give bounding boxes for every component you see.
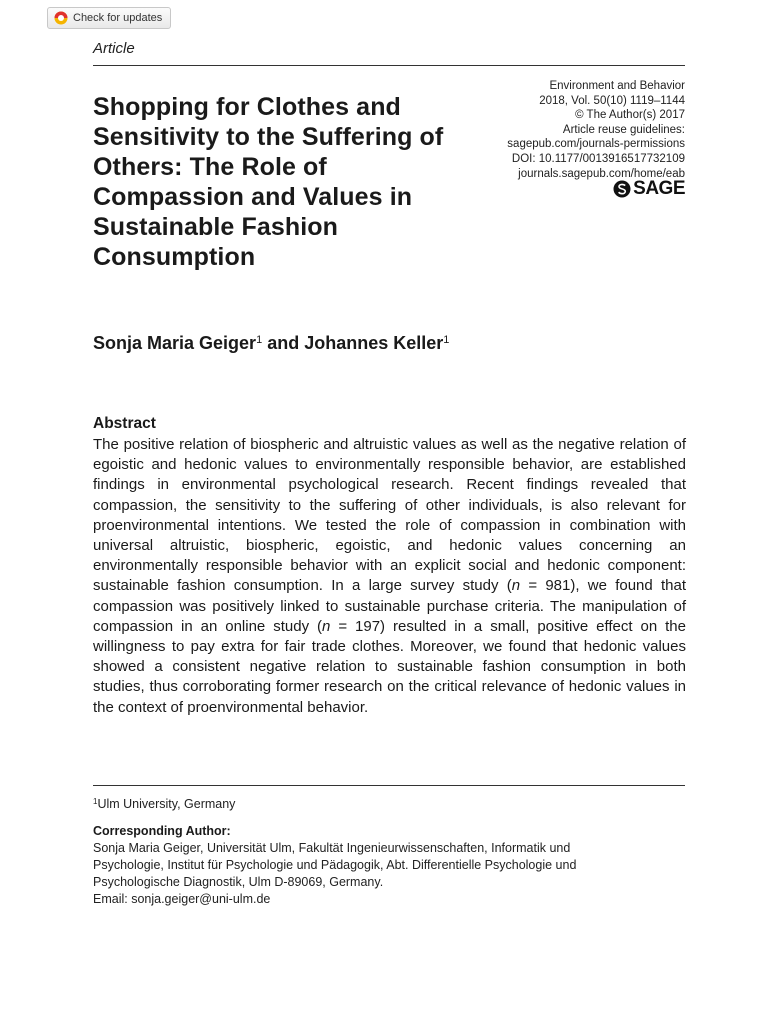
author-affiliation-marker: 1 [443,334,450,346]
author-list [93,333,449,354]
affiliation-footnote [93,797,235,811]
corresponding-author-email[interactable]: Email: sonja.geiger@uni-ulm.de [93,892,271,906]
sage-logo-icon [613,180,631,198]
sage-logo-text: SAGE [633,178,685,199]
corresponding-author-line: Psychologie, Institut für Psychologie und Pädagogik, Abt. Differentielle Psychologie und [93,858,577,872]
journal-name: Environment and Behavior [549,80,685,92]
journal-homepage-link[interactable]: journals.sagepub.com/home/eab [518,167,685,180]
journal-copyright: © The Author(s) 2017 [575,109,685,122]
author-name: Johannes Keller [304,333,444,353]
crossmark-icon [54,11,68,25]
abstract-text: = 981), we found that compassion was positively linked to sustainable purchase criteria. The manipulation of compassion in an online study ( [93,577,686,635]
journal-permissions-link[interactable]: sagepub.com/journals-permissions [507,138,685,151]
check-for-updates-button[interactable] [47,7,171,29]
corresponding-author-line: Sonja Maria Geiger, Universität Ulm, Fakultät Ingenieurwissenschaften, Informatik und [93,841,571,855]
corresponding-author-details [93,840,693,908]
journal-metadata [425,79,685,181]
author-affiliation-marker: 1 [256,334,263,346]
footnote-divider [93,785,685,786]
abstract-text: = 197) resulted in a small, positive effect on the willingness to pay extra for fair trade clothes. Moreover, we found that hedonic values showed a consistent negative relation to sustainable fashion consumption in both studies, thus corroborating former research on the critical relevance of hedonic values in the context of proenvironmental behavior. [93,617,686,716]
abstract-body [93,435,686,718]
journal-reuse-label: Article reuse guidelines: [562,123,685,136]
article-type: Article [93,40,135,57]
journal-doi[interactable]: DOI: 10.1177/0013916517732109 [511,152,685,165]
article-title: Shopping for Clothes and Sensitivity to the Suffering of Others: The Role of Compassion and Values in Sustainable Fashion Consumption [93,93,444,271]
abstract-heading: Abstract [93,415,156,432]
corresponding-author-line: Psychologische Diagnostik, Ulm D-89069, Germany. [93,875,384,889]
header-divider [93,65,685,66]
author-name: Sonja Maria Geiger [93,333,257,353]
sample-size-symbol: n [322,617,331,635]
affiliation-marker: 1 [93,797,98,806]
check-for-updates-label: Check for updates [73,12,163,24]
author-separator: and [267,333,300,353]
corresponding-author-heading: Corresponding Author: [93,824,231,838]
journal-volume: 2018, Vol. 50(10) 1119–1144 [539,94,685,107]
abstract-text: The positive relation of biospheric and altruistic values as well as the negative relation of egoistic and hedonic values to environmentally responsible behavior, are established findings in environmental psychological research. Recent findings revealed that compassion, the sensitivity to the suffering of other individuals, is also relevant for proenvironmental intentions. We tested the role of compassion in combination with universal altruistic, biospheric, egoistic, and hedonic values concerning an environmentally responsible behavior with an explicit social and hedonic component: sustainable fashion consumption. In a large survey study ( [93,436,686,595]
sage-logo [613,180,685,198]
affiliation-text: Ulm University, Germany [97,797,236,811]
sample-size-symbol: n [511,577,521,595]
